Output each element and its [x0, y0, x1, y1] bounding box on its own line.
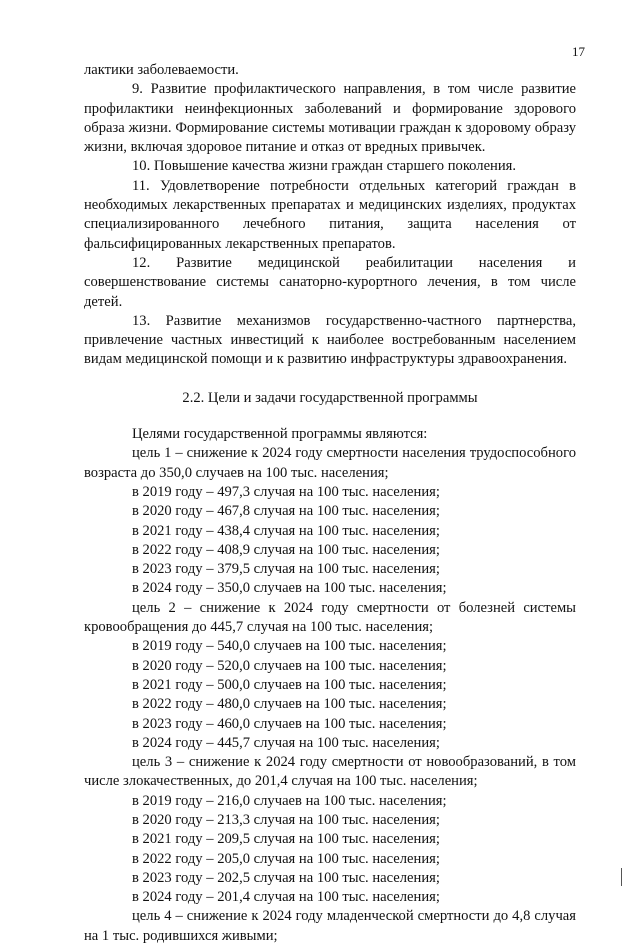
goal-2-year-2020: в 2020 году – 520,0 случаев на 100 тыс. населения; — [132, 657, 447, 674]
goal-1-year-2023: в 2023 году – 379,5 случая на 100 тыс. населения; — [132, 561, 440, 578]
paragraph-item-13: 13. Развитие механизмов государственно-частного партнерства, привлечение частных инвестиций к наиболее востребованным населением видам медицинской помощи и к развитию инфраструктуры здравоохранения. — [84, 312, 576, 368]
goals-intro: Целями государственной программы являются: — [132, 426, 428, 443]
goal-1-year-2021: в 2021 году – 438,4 случая на 100 тыс. населения; — [132, 522, 440, 539]
goal-3-year-2022: в 2022 году – 205,0 случая на 100 тыс. населения; — [132, 850, 440, 867]
goal-2-year-2022: в 2022 году – 480,0 случаев на 100 тыс. населения; — [132, 696, 447, 713]
goal-1-year-2019: в 2019 году – 497,3 случая на 100 тыс. населения; — [132, 483, 440, 500]
goal-2-year-2023: в 2023 году – 460,0 случаев на 100 тыс. населения; — [132, 715, 447, 732]
goal-3-year-2024: в 2024 году – 201,4 случая на 100 тыс. населения; — [132, 889, 440, 906]
goal-1-year-2020: в 2020 году – 467,8 случая на 100 тыс. населения; — [132, 503, 440, 520]
goal-2-year-2021: в 2021 году – 500,0 случаев на 100 тыс. населения; — [132, 676, 447, 693]
goal-2-year-2024: в 2024 году – 445,7 случая на 100 тыс. населения; — [132, 734, 440, 751]
goal-3-year-2020: в 2020 году – 213,3 случая на 100 тыс. населения; — [132, 811, 440, 828]
goal-4-text: цель 4 – снижение к 2024 году младенческой смертности до 4,8 случая на 1 тыс. родившихся живыми; — [84, 908, 576, 944]
paragraph-continuation: лактики заболеваемости. — [84, 62, 239, 78]
paragraph-item-11: 11. Удовлетворение потребности отдельных категорий граждан в необходимых лекарственных препаратах и медицинских изделиях, продуктах специализированного лечебного питания, защита населения от фальсифицированных лекарственных препаратов. — [84, 177, 576, 252]
page-number: 17 — [572, 44, 585, 59]
goal-3-year-2019: в 2019 году – 216,0 случаев на 100 тыс. населения; — [132, 792, 447, 809]
goal-1-year-2024: в 2024 году – 350,0 случаев на 100 тыс. населения; — [132, 580, 447, 597]
scan-edge-mark — [621, 868, 622, 886]
section-heading: 2.2. Цели и задачи государственной программы — [182, 389, 478, 406]
goal-3-year-2021: в 2021 году – 209,5 случая на 100 тыс. населения; — [132, 831, 440, 848]
goal-1-text: цель 1 – снижение к 2024 году смертности населения трудоспособного возраста до 350,0 случаев на 100 тыс. населения; — [84, 445, 576, 481]
paragraph-item-10: 10. Повышение качества жизни граждан старшего поколения. — [132, 158, 517, 175]
goal-3-year-2023: в 2023 году – 202,5 случая на 100 тыс. населения; — [132, 869, 440, 886]
goal-2-year-2019: в 2019 году – 540,0 случаев на 100 тыс. населения; — [132, 638, 447, 655]
document-body — [84, 61, 576, 946]
goal-2-text: цель 2 – снижение к 2024 году смертности от болезней системы кровообращения до 445,7 случая на 100 тыс. населения; — [84, 599, 576, 636]
paragraph-item-12: 12. Развитие медицинской реабилитации населения и совершенствование системы санаторно-курортного лечения, в том числе детей. — [84, 254, 576, 310]
goal-1-year-2022: в 2022 году – 408,9 случая на 100 тыс. населения; — [132, 541, 440, 558]
paragraph-item-9: 9. Развитие профилактического направления, в том числе развитие профилактики неинфекционных заболеваний и формирование здорового образа жизни. Формирование системы мотивации граждан к здоровому образу жизни, включая здоровое питание и отказ от вредных привычек. — [84, 81, 576, 156]
goal-3-text: цель 3 – снижение к 2024 году смертности от новообразований, в том числе злокачественных, до 201,4 случая на 100 тыс. населения; — [84, 754, 576, 790]
